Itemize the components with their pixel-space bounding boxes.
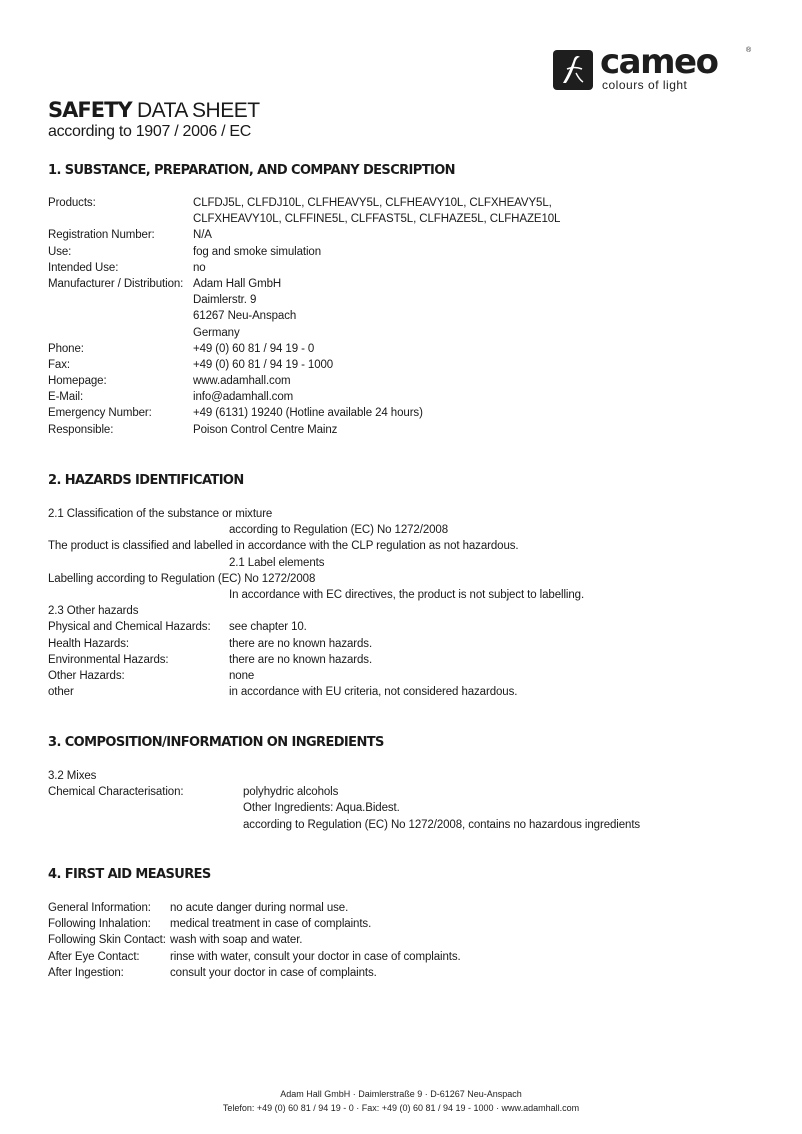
section-2-heading: 2. HAZARDS IDENTIFICATION (48, 473, 244, 488)
field-value: Poison Control Centre Mainz (193, 423, 338, 436)
field-label (48, 292, 198, 308)
field-label: Responsible: (48, 423, 114, 436)
row-value: rinse with water, consult your doctor in case of complaints. (170, 950, 461, 963)
row-label: Physical and Chemical Hazards: (48, 621, 211, 634)
field-label: Emergency Number: (48, 407, 152, 420)
field-value: CLFXHEAVY10L, CLFFINE5L, CLFFAST5L, CLFHAZE5L, CLFHAZE10L (193, 213, 561, 226)
field-label: Manufacturer / Distribution: (48, 277, 184, 290)
field-value: fog and smoke simulation (193, 245, 322, 258)
row-label: After Ingestion: (48, 966, 124, 979)
logo-tagline: colours of light (602, 78, 688, 92)
logo-registered-mark: ® (746, 47, 752, 54)
row-value: no acute danger during normal use. (170, 902, 349, 914)
field-label: Products: (48, 197, 96, 209)
row-value: in accordance with EU criteria, not considered hazardous. (229, 686, 518, 699)
section-4-heading: 4. FIRST AID MEASURES (48, 867, 211, 882)
row-label: 2.3 Other hazards (48, 605, 139, 618)
field-value: 61267 Neu-Anspach (193, 310, 297, 323)
row-label: Following Inhalation: (48, 918, 151, 931)
row-value: according to Regulation (EC) No 1272/2008, contains no hazardous ingredients (243, 818, 641, 831)
row-label: Chemical Characterisation: (48, 786, 184, 799)
field-value: Daimlerstr. 9 (193, 294, 257, 307)
section-1-labels (48, 195, 198, 438)
field-value: www.adamhall.com (193, 375, 291, 388)
row-value: wash with soap and water. (170, 934, 303, 947)
row-label: General Information: (48, 902, 151, 914)
field-label: Intended Use: (48, 261, 119, 274)
section-3-heading: 3. COMPOSITION/INFORMATION ON INGREDIENTS (48, 735, 384, 750)
row-label: 2.1 Classification of the substance or mixture (48, 508, 273, 520)
field-value: N/A (193, 229, 212, 242)
row-label: After Eye Contact: (48, 950, 140, 963)
field-value: no (193, 261, 206, 274)
field-value: +49 (6131) 19240 (Hotline available 24 hours) (193, 407, 423, 420)
field-label: E-Mail: (48, 391, 84, 404)
field-value: Germany (193, 326, 240, 339)
row-value: see chapter 10. (229, 621, 307, 634)
row-value: according to Regulation (EC) No 1272/2008 (229, 524, 449, 537)
field-label: Phone: (48, 342, 84, 355)
footer-contact: Telefon: +49 (0) 60 81 / 94 19 - 0 · Fax: +49 (0) 60 81 / 94 19 - 1000 · www.adamhall.com (222, 1103, 580, 1113)
row-label: 3.2 Mixes (48, 770, 97, 782)
row-label: Labelling according to Regulation (EC) No 1272/2008 (48, 572, 316, 585)
field-value: Adam Hall GmbH (193, 277, 282, 290)
section-1-values (193, 195, 560, 438)
field-label (48, 308, 198, 324)
logo-wordmark: cameo (600, 42, 718, 82)
page-title (48, 98, 260, 123)
field-label: Registration Number: (48, 229, 155, 242)
field-value: +49 (0) 60 81 / 94 19 - 0 (193, 342, 315, 355)
row-label: other (48, 686, 74, 699)
row-label: The product is classified and labelled in accordance with the CLP regulation as not hazardous. (48, 540, 519, 553)
field-label (48, 211, 198, 227)
page-subtitle: according to 1907 / 2006 / EC (48, 123, 251, 140)
footer-address: Adam Hall GmbH · Daimlerstraße 9 · D-61267 Neu-Anspach (280, 1089, 522, 1099)
field-label: Use: (48, 245, 72, 258)
page-title-bold: SAFETY (48, 98, 132, 122)
field-label (48, 325, 198, 341)
row-value: polyhydric alcohols (243, 786, 339, 799)
field-value: +49 (0) 60 81 / 94 19 - 1000 (193, 358, 334, 371)
logo-figure-icon (553, 50, 593, 90)
row-value: medical treatment in case of complaints. (170, 918, 372, 931)
row-value: none (229, 669, 255, 682)
row-value: consult your doctor in case of complaints. (170, 966, 377, 979)
row-value: there are no known hazards. (229, 653, 373, 666)
field-label: Homepage: (48, 375, 107, 388)
row-label: Health Hazards: (48, 637, 129, 650)
field-label: Fax: (48, 358, 70, 371)
row-label: Other Hazards: (48, 669, 125, 682)
row-label: Environmental Hazards: (48, 653, 169, 666)
field-value: CLFDJ5L, CLFDJ10L, CLFHEAVY5L, CLFHEAVY10L, CLFXHEAVY5L, (193, 197, 552, 209)
row-value: In accordance with EC directives, the product is not subject to labelling. (229, 588, 585, 601)
row-value: 2.1 Label elements (229, 556, 325, 569)
row-value: Other Ingredients: Aqua.Bidest. (243, 802, 400, 815)
page-title-rest: DATA SHEET (136, 99, 260, 122)
field-value: info@adamhall.com (193, 391, 294, 404)
section-1-heading: 1. SUBSTANCE, PREPARATION, AND COMPANY DESCRIPTION (48, 163, 455, 178)
logo-mark (553, 50, 593, 90)
row-value: there are no known hazards. (229, 637, 373, 650)
row-label: Following Skin Contact: (48, 934, 166, 947)
